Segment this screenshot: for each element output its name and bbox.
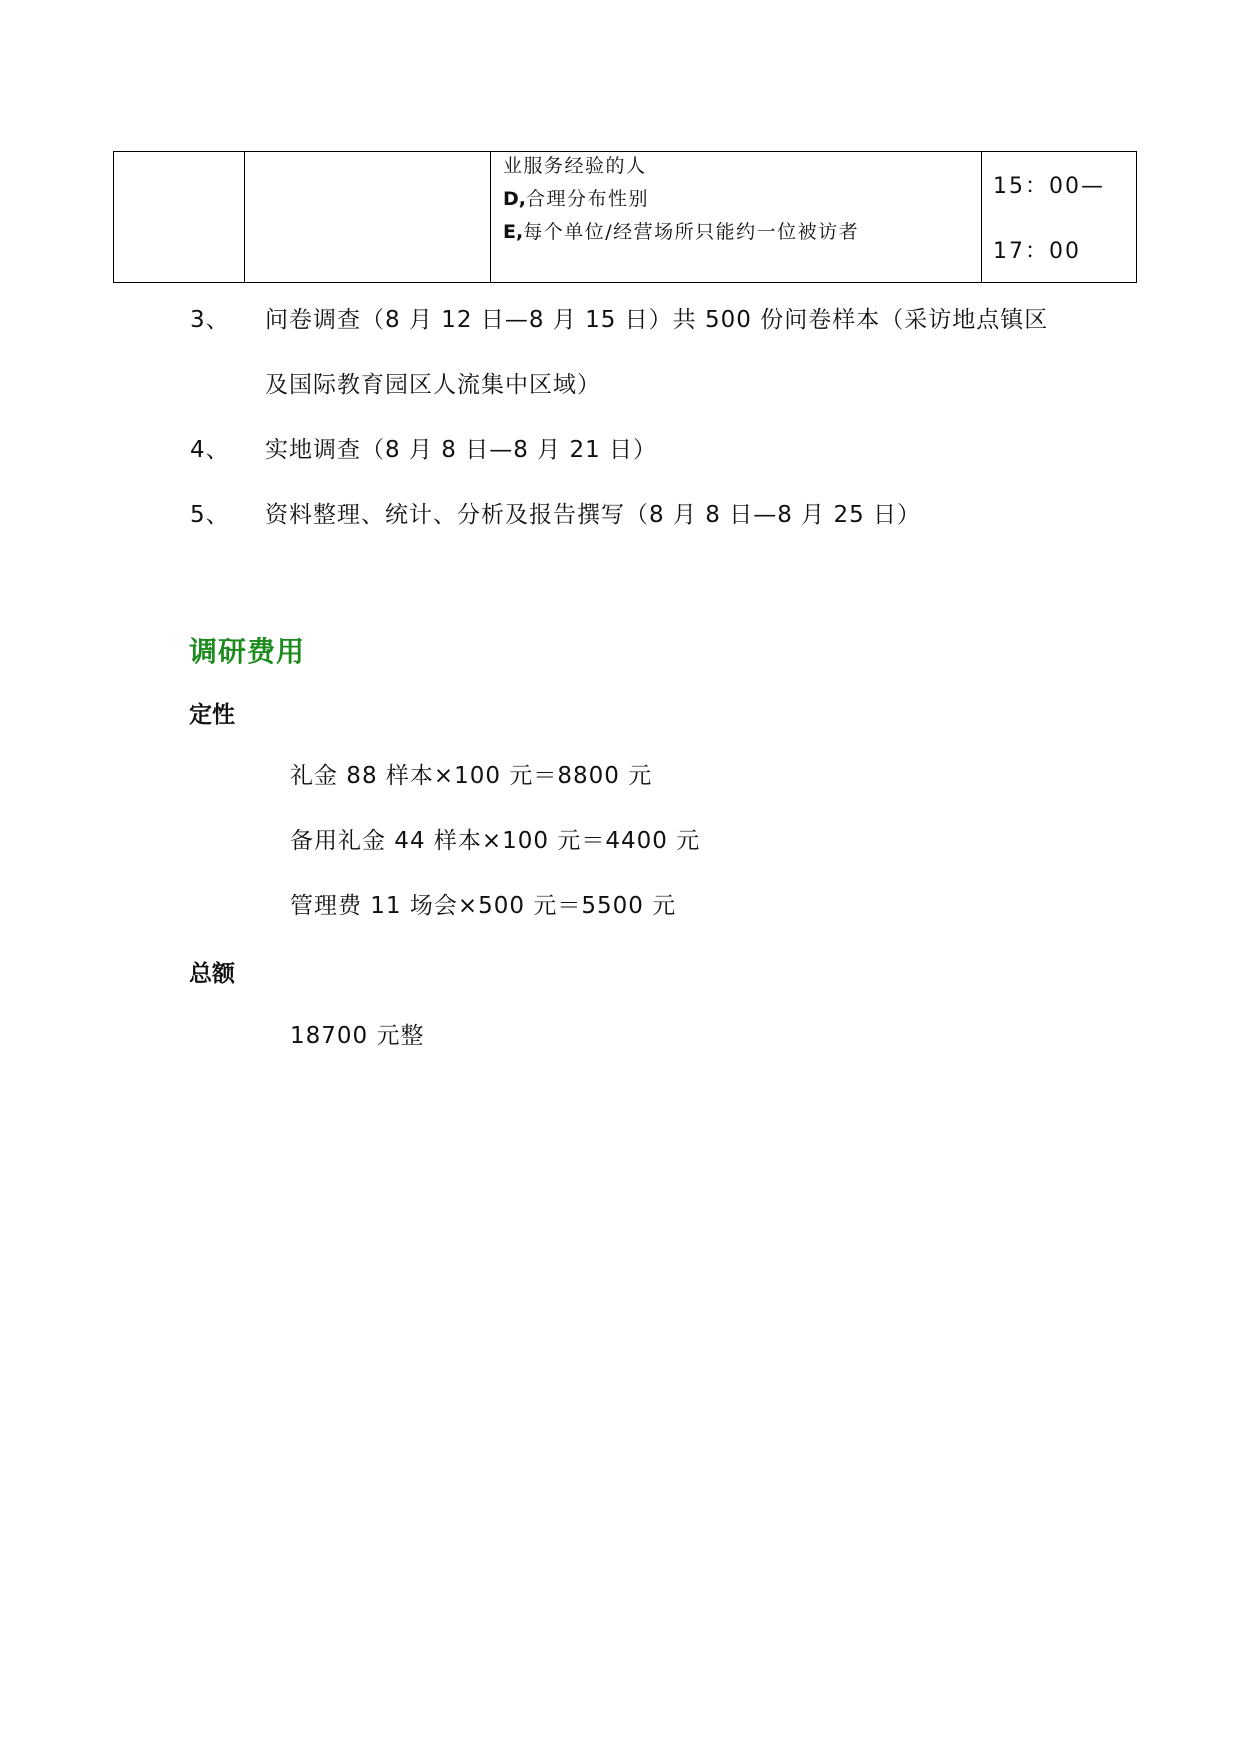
item-text: 资料整理、统计、分析及报告撰写（8 月 8 日—8 月 25 日） <box>265 502 922 528</box>
requirement-text: 业服务经验的人 <box>503 155 647 177</box>
table-cell-requirements <box>491 152 982 283</box>
requirement-key: D, <box>503 188 526 210</box>
requirement-text: 合理分布性别 <box>526 188 650 210</box>
total-value: 18700 元整 <box>290 1023 425 1049</box>
item-text: 实地调查（8 月 8 日—8 月 21 日） <box>265 437 658 463</box>
total-heading: 总额 <box>189 961 235 987</box>
requirement-line <box>491 183 981 216</box>
item-text: 问卷调查（8 月 12 日—8 月 15 日）共 500 份问卷样本（采访地点镇区 <box>265 307 1049 333</box>
requirement-line <box>491 216 981 249</box>
cost-line-management: 管理费 11 场会×500 元＝5500 元 <box>290 893 677 919</box>
section-heading-cost: 调研费用 <box>189 635 306 668</box>
table-row <box>114 152 1137 283</box>
qualitative-heading: 定性 <box>189 702 235 728</box>
item-number: 5、 <box>190 502 230 528</box>
table-cell-empty-2 <box>245 152 491 283</box>
item-text-continuation: 及国际教育园区人流集中区域） <box>265 372 601 398</box>
cost-line-backup-gift: 备用礼金 44 样本×100 元＝4400 元 <box>290 828 701 854</box>
table-cell-time <box>982 152 1137 283</box>
requirement-key: E, <box>503 221 524 243</box>
item-number: 4、 <box>190 437 230 463</box>
cost-line-gift: 礼金 88 样本×100 元＝8800 元 <box>290 763 653 789</box>
item-number: 3、 <box>190 307 230 333</box>
time-end: 17：00 <box>993 239 1081 264</box>
requirement-line <box>491 150 981 183</box>
plan-table-fragment <box>113 151 1137 283</box>
time-start: 15：00— <box>993 174 1105 199</box>
requirement-text: 每个单位/经营场所只能约一位被访者 <box>523 221 860 243</box>
table-cell-empty-1 <box>114 152 245 283</box>
